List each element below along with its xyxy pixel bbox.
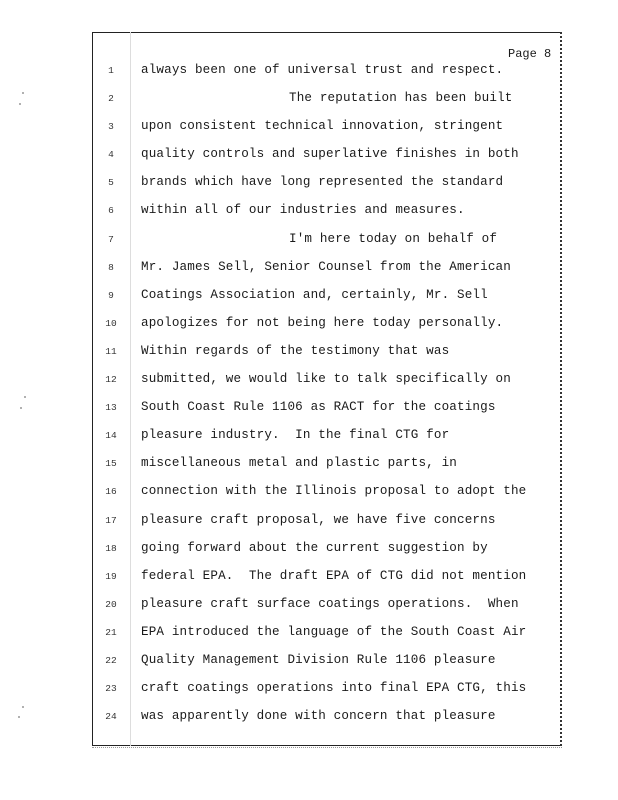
- line-text: Within regards of the testimony that was: [141, 343, 450, 358]
- line-number: 17: [105, 514, 117, 526]
- line-text: connection with the Illinois proposal to adopt the: [141, 484, 527, 499]
- transcript-line: [92, 398, 562, 426]
- transcript-line: [92, 370, 562, 398]
- line-number: 10: [105, 317, 117, 329]
- transcript-line: [92, 230, 562, 258]
- line-text: pleasure industry. In the final CTG for: [141, 428, 450, 443]
- line-text: South Coast Rule 1106 as RACT for the coatings: [141, 400, 496, 415]
- transcript-line: [92, 342, 562, 370]
- transcript-line: [92, 595, 562, 623]
- scan-speck: [18, 716, 20, 718]
- line-number: 3: [108, 121, 114, 133]
- line-number: 18: [105, 542, 117, 554]
- transcript-line: [92, 651, 562, 679]
- scan-speck: [22, 92, 24, 94]
- line-number: 24: [105, 711, 117, 723]
- line-text: pleasure craft surface coatings operations. When: [141, 596, 519, 611]
- transcript-line: [92, 511, 562, 539]
- line-text: Quality Management Division Rule 1106 pleasure: [141, 652, 496, 667]
- line-number: 23: [105, 683, 117, 695]
- transcript-line: [92, 567, 562, 595]
- line-text: was apparently done with concern that pleasure: [141, 709, 496, 724]
- line-text: craft coatings operations into final EPA CTG, this: [141, 681, 527, 696]
- page-label: Page 8: [508, 47, 552, 61]
- line-text: within all of our industries and measures.: [141, 203, 465, 218]
- line-number: 22: [105, 654, 117, 666]
- line-number: 21: [105, 626, 117, 638]
- scan-speck: [22, 706, 24, 708]
- transcript-line: [92, 61, 562, 89]
- transcript-line: [92, 314, 562, 342]
- line-text: submitted, we would like to talk specifically on: [141, 372, 511, 387]
- line-text: Coatings Association and, certainly, Mr. Sell: [141, 287, 488, 302]
- line-number: 15: [105, 458, 117, 470]
- line-text: quality controls and superlative finishes in both: [141, 147, 519, 162]
- transcript-line: [92, 145, 562, 173]
- transcript-line: [92, 482, 562, 510]
- transcript-line: [92, 707, 562, 735]
- transcript-lines: [92, 61, 562, 735]
- line-text: Mr. James Sell, Senior Counsel from the American: [141, 259, 511, 274]
- line-number: 16: [105, 486, 117, 498]
- line-number: 11: [105, 345, 117, 357]
- line-number: 14: [105, 430, 117, 442]
- transcript-line: [92, 173, 562, 201]
- line-text: miscellaneous metal and plastic parts, in: [141, 456, 458, 471]
- line-text: federal EPA. The draft EPA of CTG did not mention: [141, 568, 527, 583]
- scan-speck: [19, 103, 21, 105]
- line-number: 12: [105, 374, 117, 386]
- line-text: brands which have long represented the standard: [141, 175, 504, 190]
- transcript-line: [92, 201, 562, 229]
- page-number: 8: [544, 47, 552, 61]
- line-number: 5: [108, 177, 114, 189]
- transcript-line: [92, 89, 562, 117]
- line-number: 6: [108, 205, 114, 217]
- transcript-line: [92, 539, 562, 567]
- line-number: 2: [108, 93, 114, 105]
- line-number: 20: [105, 598, 117, 610]
- transcript-line: [92, 286, 562, 314]
- line-text: always been one of universal trust and respect.: [141, 63, 504, 77]
- line-text: apologizes for not being here today personally.: [141, 315, 504, 330]
- scan-speck: [24, 396, 26, 398]
- scan-speck: [20, 407, 22, 409]
- transcript-line: [92, 426, 562, 454]
- transcript-line: [92, 117, 562, 145]
- transcript-line: [92, 454, 562, 482]
- line-number: 9: [108, 289, 114, 301]
- line-text: The reputation has been built: [289, 91, 513, 106]
- transcript-line: [92, 679, 562, 707]
- bottom-edge: [92, 747, 562, 748]
- transcript-line: [92, 623, 562, 651]
- line-number: 1: [108, 65, 114, 76]
- line-text: EPA introduced the language of the South Coast Air: [141, 624, 527, 639]
- line-text: I'm here today on behalf of: [289, 231, 498, 246]
- line-number: 13: [105, 402, 117, 414]
- line-text: pleasure craft proposal, we have five concerns: [141, 512, 496, 527]
- line-number: 19: [105, 570, 117, 582]
- line-number: 4: [108, 149, 114, 161]
- line-text: upon consistent technical innovation, stringent: [141, 119, 504, 134]
- line-text: going forward about the current suggestion by: [141, 540, 488, 555]
- transcript-line: [92, 258, 562, 286]
- line-number: 8: [108, 261, 114, 273]
- line-number: 7: [108, 233, 114, 245]
